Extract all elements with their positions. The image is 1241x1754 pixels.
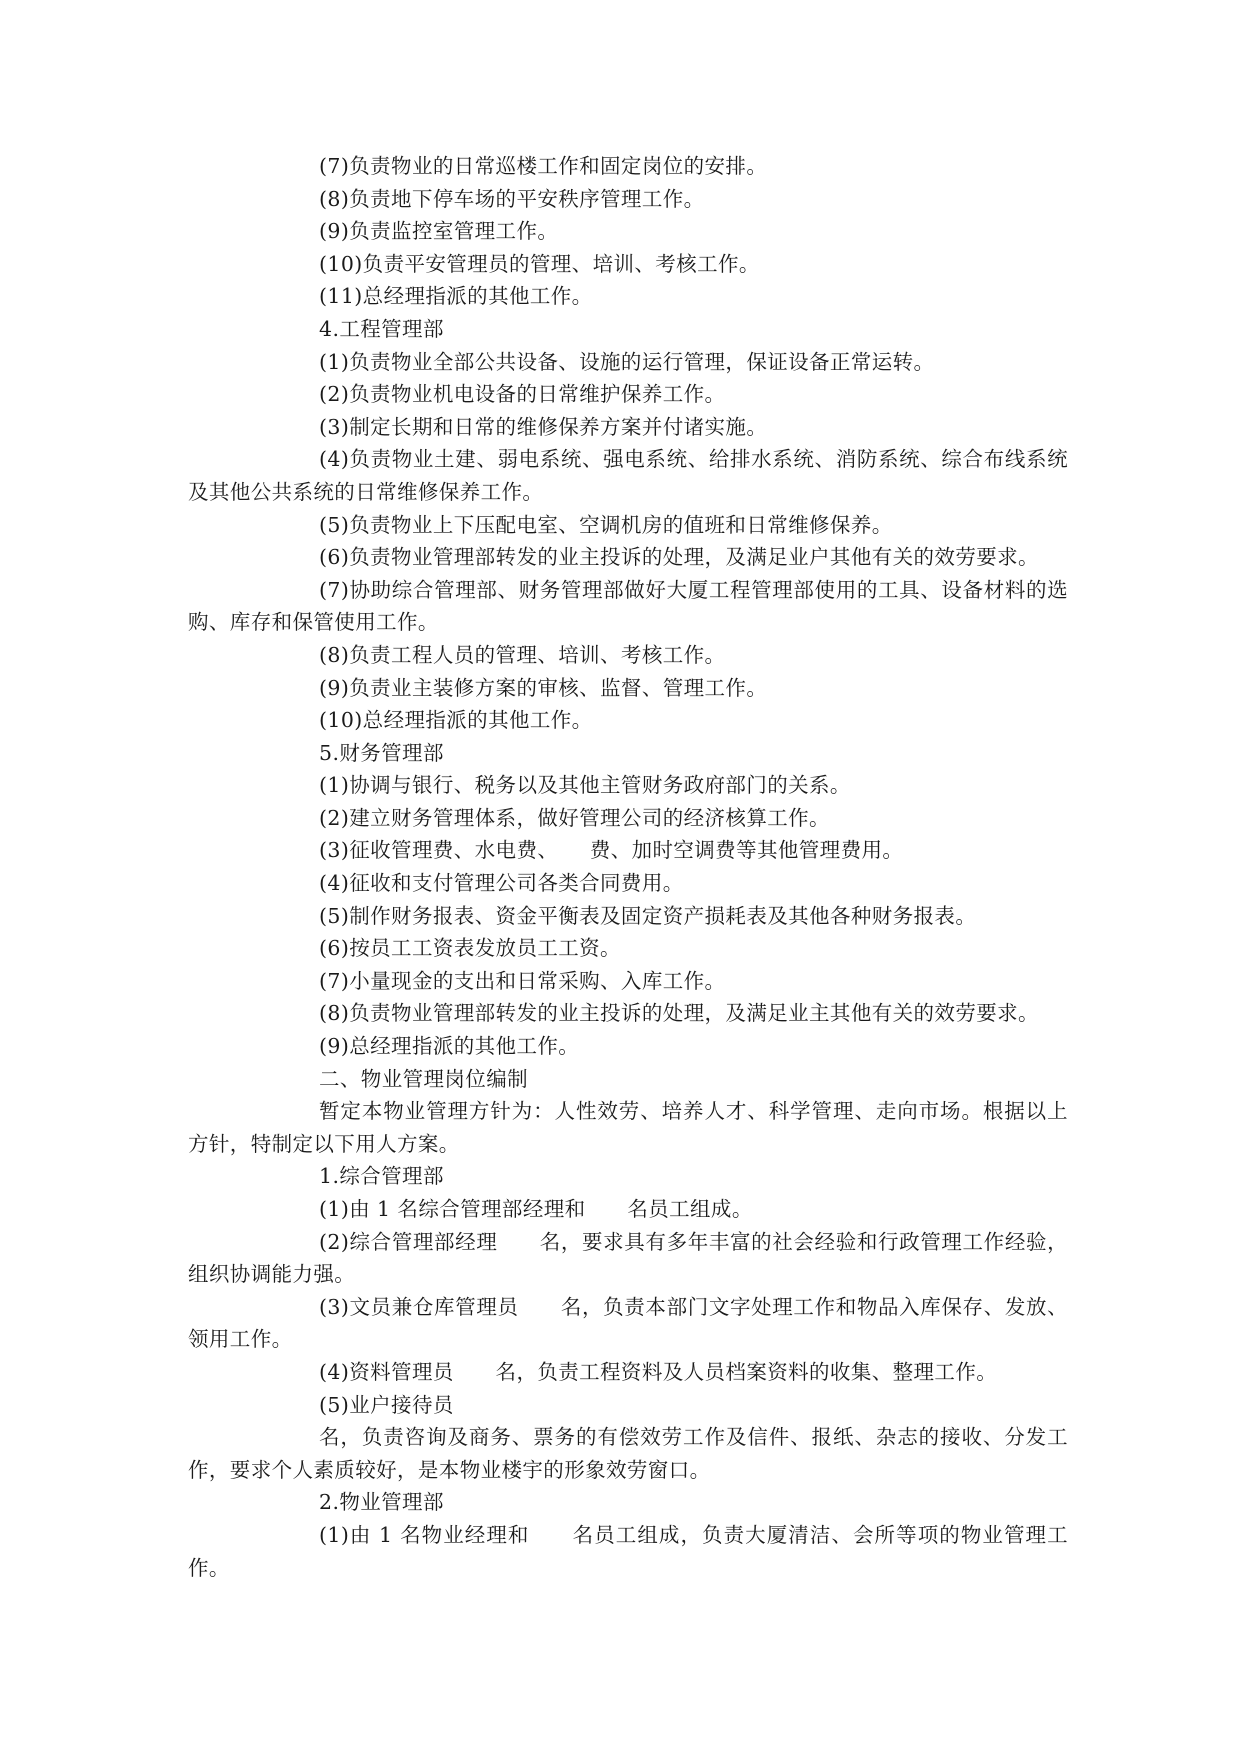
paragraph: (2)建立财务管理体系，做好管理公司的经济核算工作。 xyxy=(319,805,830,830)
paragraph: (8)负责物业管理部转发的业主投诉的处理，及满足业主其他有关的效劳要求。 xyxy=(319,1001,1039,1026)
paragraph: (4)征收和支付管理公司各类合同费用。 xyxy=(319,871,684,896)
section-heading: 2.物业管理部 xyxy=(319,1490,444,1515)
paragraph: (2)负责物业机电设备的日常维护保养工作。 xyxy=(319,382,726,407)
paragraph: (6)负责物业管理部转发的业主投诉的处理，及满足业户其他有关的效劳要求。 xyxy=(319,545,1039,570)
paragraph: (7)负责物业的日常巡楼工作和固定岗位的安排。 xyxy=(319,154,768,178)
paragraph: (3)文员兼仓库管理员 名，负责本部门文字处理工作和物品入库保存、发放、领用工作。 xyxy=(188,1294,1068,1352)
paragraph: (7)协助综合管理部、财务管理部做好大厦工程管理部使用的工具、设备材料的选购、库存和保管使用工作。 xyxy=(188,577,1068,635)
section-heading: 5.财务管理部 xyxy=(319,740,444,765)
paragraph: (4)资料管理员 名，负责工程资料及人员档案资料的收集、整理工作。 xyxy=(319,1359,998,1384)
paragraph: (6)按员工工资表发放员工工资。 xyxy=(319,936,621,961)
section-heading: 4.工程管理部 xyxy=(319,316,444,341)
paragraph: (4)负责物业土建、弱电系统、强电系统、给排水系统、消防系统、综合布线系统及其他公共系统的日常维修保养工作。 xyxy=(188,447,1068,504)
paragraph: (10)总经理指派的其他工作。 xyxy=(319,708,593,733)
paragraph: (5)业户接待员 xyxy=(319,1392,454,1417)
paragraph: (11)总经理指派的其他工作。 xyxy=(319,284,593,309)
paragraph: (3)制定长期和日常的维修保养方案并付诸实施。 xyxy=(319,414,768,439)
paragraph: (1)协调与银行、税务以及其他主管财务政府部门的关系。 xyxy=(319,773,851,798)
chapter-heading: 二、物业管理岗位编制 xyxy=(319,1066,528,1091)
paragraph: (3)征收管理费、水电费、 费、加时空调费等其他管理费用。 xyxy=(319,838,904,863)
paragraph: 暂定本物业管理方针为：人性效劳、培养人才、科学管理、走向市场。根据以上方针，特制定以下用人方案。 xyxy=(188,1099,1068,1156)
paragraph: (8)负责工程人员的管理、培训、考核工作。 xyxy=(319,642,726,667)
paragraph: (7)小量现金的支出和日常采购、入库工作。 xyxy=(319,968,726,993)
paragraph: (9)负责监控室管理工作。 xyxy=(319,219,559,244)
document-body xyxy=(188,150,1068,1584)
paragraph: (1)由 1 名综合管理部经理和 名员工组成。 xyxy=(319,1197,753,1221)
paragraph: (8)负责地下停车场的平安秩序管理工作。 xyxy=(319,186,705,211)
paragraph: (5)负责物业上下压配电室、空调机房的值班和日常维修保养。 xyxy=(319,512,893,537)
paragraph: (9)总经理指派的其他工作。 xyxy=(319,1034,580,1059)
paragraph: (9)负责业主装修方案的审核、监督、管理工作。 xyxy=(319,675,768,700)
paragraph: (1)由 1 名物业经理和 名员工组成，负责大厦清洁、会所等项的物业管理工作。 xyxy=(188,1522,1068,1580)
paragraph: (5)制作财务报表、资金平衡表及固定资产损耗表及其他各种财务报表。 xyxy=(319,903,977,928)
paragraph: (10)负责平安管理员的管理、培训、考核工作。 xyxy=(319,251,760,276)
paragraph: 名，负责咨询及商务、票务的有偿效劳工作及信件、报纸、杂志的接收、分发工作，要求个人素质较好，是本物业楼宇的形象效劳窗口。 xyxy=(188,1425,1068,1482)
section-heading: 1.综合管理部 xyxy=(319,1164,444,1189)
paragraph: (2)综合管理部经理 名，要求具有多年丰富的社会经验和行政管理工作经验，组织协调能力强。 xyxy=(188,1229,1068,1287)
paragraph: (1)负责物业全部公共设备、设施的运行管理，保证设备正常运转。 xyxy=(319,349,935,374)
